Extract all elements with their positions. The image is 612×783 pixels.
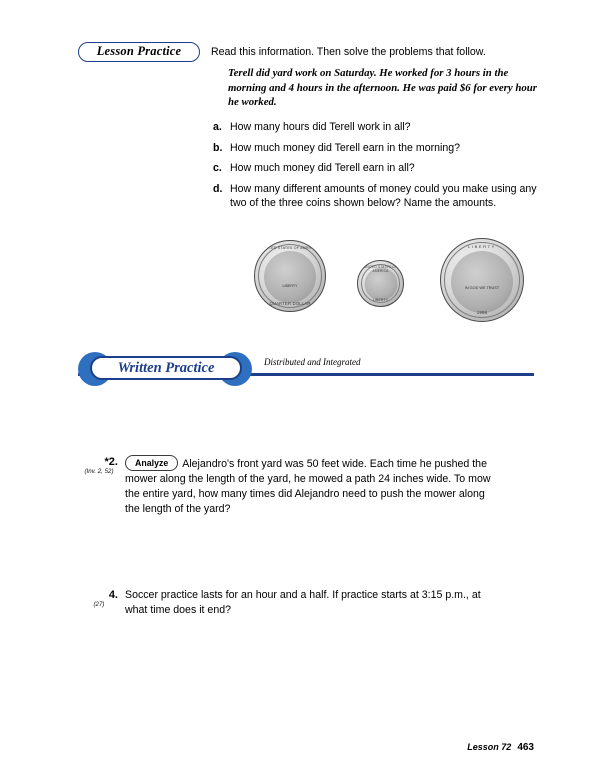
lesson-practice-question-list [213,120,548,217]
half-dollar-mid-text: IN GOD WE TRUST [464,286,500,290]
analyze-badge: Analyze [125,455,178,471]
footer-lesson-label: Lesson 72 [467,742,512,752]
problem-body [125,455,493,517]
question-text: How much money did Terell earn in all? [230,162,415,175]
coin-illustration-group [248,238,538,318]
list-item [213,182,548,211]
lesson-practice-intro: Read this information. Then solve the problems that follow. [211,46,486,58]
written-practice-label: Written Practice [117,360,215,376]
problem-reference: (Inv. 2, 52) [84,468,114,475]
quarter-bottom-text: QUARTER DOLLAR [269,301,311,306]
question-label: c. [213,162,222,175]
dime-coin-icon [357,260,404,307]
problem-reference: (27) [93,601,105,608]
lesson-practice-label: Lesson Practice [96,44,182,58]
list-item [213,120,548,135]
footer-page-number: 463 [517,742,534,753]
half-dollar-top-text: LIBERTY [468,244,496,249]
written-practice-badge [90,356,242,380]
dime-bottom-text: LIBERTY [372,298,389,302]
lesson-practice-badge [78,42,200,62]
list-item [213,161,548,176]
problem-text: Soccer practice lasts for an hour and a half. If practice starts at 3:15 p.m., at what time does it end? [125,589,481,616]
question-text: How many different amounts of money could you make using any two of the three coins shown below? Name the amounts. [230,182,537,210]
quarter-coin-icon [254,240,326,312]
quarter-mid-text: LIBERTY [282,284,298,288]
question-label: d. [213,182,223,195]
coin-face [264,251,316,303]
quarter-top-text: UNITED STATES OF AMERICA [262,246,318,250]
problem-text: Alejandro's front yard was 50 feet wide. Each time he pushed the mower along the length of the yard, he mowed a path 24 inches wide. To mow the entire yard, how many times did Alejandro need to push the mower along the length of the yard? [125,458,491,515]
question-text: How many hours did Terell work in all? [230,121,411,133]
problem-number: 4. [108,589,118,601]
half-dollar-bottom-text: 1996 [476,310,488,315]
lesson-practice-problem-statement: Terell did yard work on Saturday. He worked for 3 hours in the morning and 4 hours in the afternoon. He was paid $6 for every hour he worked. [228,67,537,108]
question-label: b. [213,141,223,154]
written-practice-banner [78,352,534,386]
question-label: a. [213,121,222,133]
question-text: How much money did Terell earn in the morning? [230,141,461,154]
page-footer [0,742,612,753]
list-item [213,141,548,156]
problem-body [125,588,493,618]
coin-face [451,251,513,313]
written-practice-subtitle: Distributed and Integrated [264,357,361,367]
problem-number: *2. [104,456,118,468]
half-dollar-coin-icon [440,238,524,322]
dime-top-text: UNITED STATES OF AMERICA [363,265,398,273]
